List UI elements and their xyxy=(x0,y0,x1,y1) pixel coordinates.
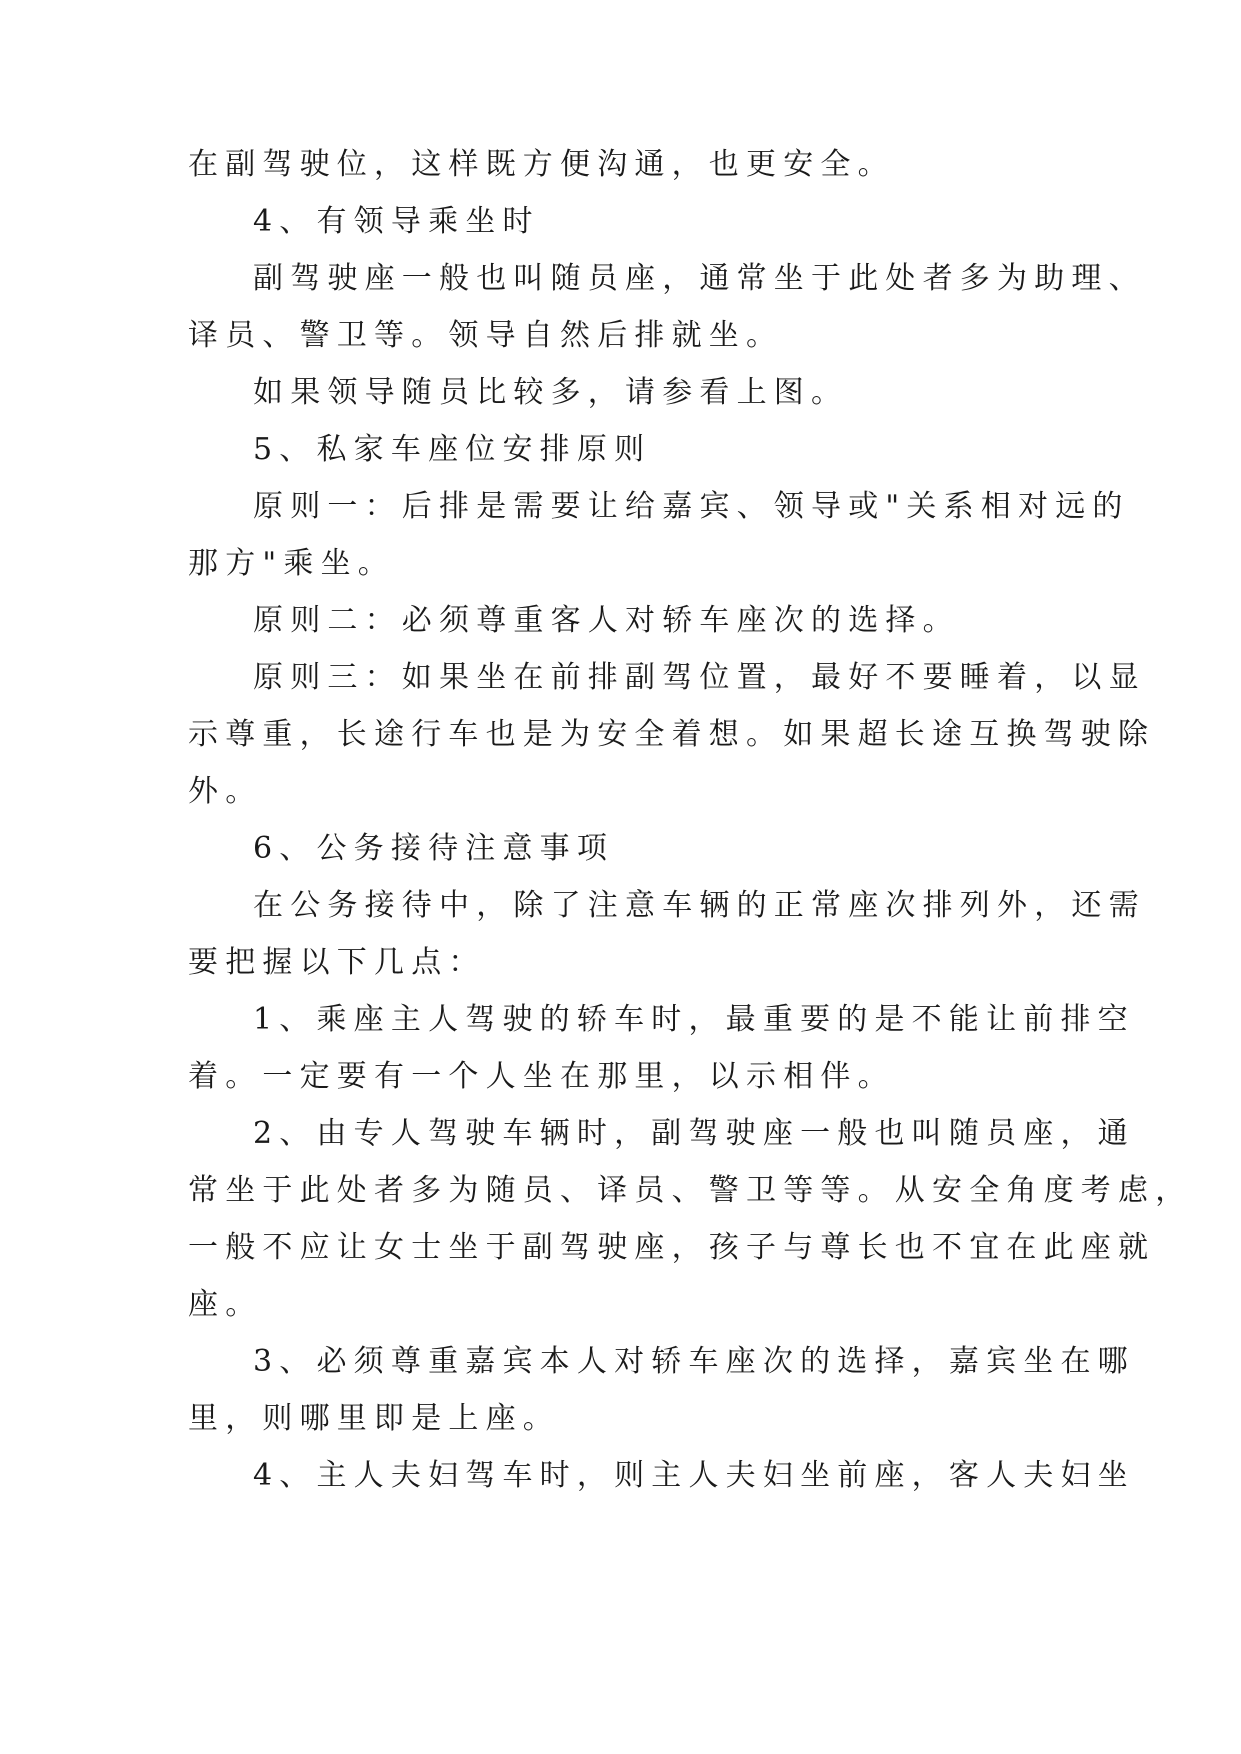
paragraph-line: 要把握以下几点： xyxy=(188,945,486,980)
paragraph-line: 外。 xyxy=(188,774,263,809)
paragraph-line: 4、主人夫妇驾车时，则主人夫妇坐前座，客人夫妇坐 xyxy=(253,1458,1135,1493)
paragraph-line: 在公务接待中，除了注意车辆的正常座次排列外，还需 xyxy=(253,888,1146,923)
paragraph-line: 那方"乘坐。 xyxy=(188,546,395,581)
paragraph-line: 3、必须尊重嘉宾本人对轿车座次的选择，嘉宾坐在哪 xyxy=(253,1344,1135,1379)
section-heading: 4、有领导乘坐时 xyxy=(253,204,540,239)
paragraph-line: 原则一：后排是需要让给嘉宾、领导或"关系相对远的 xyxy=(253,489,1130,524)
paragraph-line: 里，则哪里即是上座。 xyxy=(188,1401,560,1436)
paragraph-line: 在副驾驶位，这样既方便沟通，也更安全。 xyxy=(188,147,895,182)
paragraph-line: 一般不应让女士坐于副驾驶座，孩子与尊长也不宜在此座就 xyxy=(188,1230,1156,1265)
section-heading: 6、公务接待注意事项 xyxy=(253,831,615,866)
paragraph-line: 如果领导随员比较多，请参看上图。 xyxy=(253,375,849,410)
paragraph-line: 副驾驶座一般也叫随员座，通常坐于此处者多为助理、 xyxy=(253,261,1146,296)
paragraph-line: 原则三：如果坐在前排副驾位置，最好不要睡着，以显 xyxy=(253,660,1146,695)
paragraph-line: 原则二：必须尊重客人对轿车座次的选择。 xyxy=(253,603,960,638)
paragraph-line: 着。一定要有一个人坐在那里，以示相伴。 xyxy=(188,1059,895,1094)
paragraph-line: 2、由专人驾驶车辆时，副驾驶座一般也叫随员座，通 xyxy=(253,1116,1135,1151)
paragraph-line: 示尊重，长途行车也是为安全着想。如果超长途互换驾驶除 xyxy=(188,717,1156,752)
paragraph-line: 1、乘座主人驾驶的轿车时，最重要的是不能让前排空 xyxy=(253,1002,1135,1037)
paragraph-line: 译员、警卫等。领导自然后排就坐。 xyxy=(188,318,784,353)
paragraph-line: 常坐于此处者多为随员、译员、警卫等等。从安全角度考虑， xyxy=(188,1173,1193,1208)
section-heading: 5、私家车座位安排原则 xyxy=(253,432,652,467)
paragraph-line: 座。 xyxy=(188,1287,263,1322)
